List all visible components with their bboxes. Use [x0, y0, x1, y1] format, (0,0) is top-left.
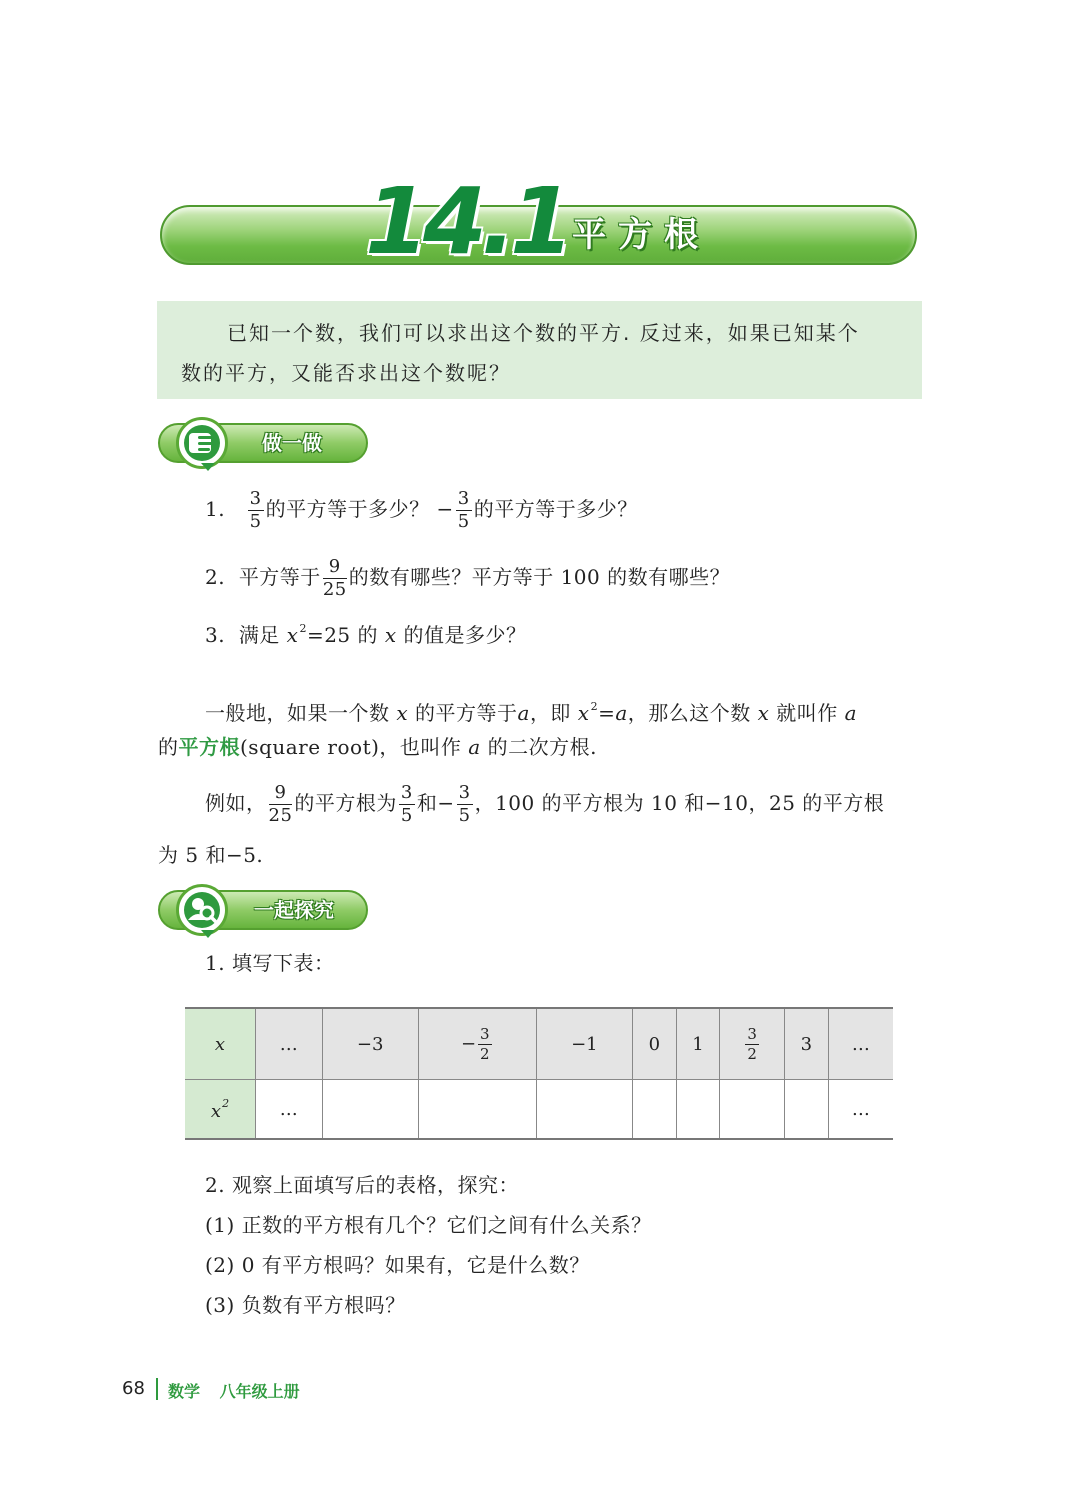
explore-sub-3: (3) 负数有平方根吗？ — [205, 1293, 406, 1317]
table-cell: … — [256, 1008, 323, 1080]
intro-text-line2: 数的平方，又能否求出这个数呢？ — [181, 361, 511, 385]
square-table — [185, 1007, 893, 1140]
intro-box — [157, 301, 922, 399]
table-cell-blank[interactable] — [785, 1080, 829, 1140]
table-instruction: 1. 填写下表： — [205, 951, 335, 975]
question-3: 3. 满足 $x^2=25$ 的 x 的值是多少？ — [205, 622, 527, 647]
table-cell: 1 — [676, 1008, 720, 1080]
table-cell-blank[interactable] — [322, 1080, 418, 1140]
table-cell: − $\frac{3}{2}$ — [418, 1008, 536, 1080]
table-cell: −3 — [322, 1008, 418, 1080]
example-line2: 为 5 和−5. — [158, 843, 264, 867]
fraction: $\frac{3}{5}$ — [249, 488, 262, 532]
pointing-hand-icon — [176, 417, 228, 469]
table-cell-blank[interactable] — [676, 1080, 720, 1140]
question-2: 2. 平方等于 $\frac{9}{25}$ 的数有哪些？平方等于 100 的数有哪些？ — [205, 556, 731, 600]
table-cell: 0 — [633, 1008, 677, 1080]
book-title: 数学 八年级上册 — [168, 1382, 300, 1401]
fraction: $\frac{3}{5}$ — [400, 782, 413, 826]
table-cell: −1 — [536, 1008, 632, 1080]
table-cell: … — [828, 1080, 893, 1140]
row-header-x2: $x^2$ — [185, 1080, 256, 1140]
explore-sub-2: (2) 0 有平方根吗？如果有，它是什么数？ — [205, 1253, 590, 1277]
activity-label: 做一做 — [262, 431, 322, 455]
fraction: $\frac{3}{5}$ — [458, 782, 471, 826]
table-row — [185, 1080, 893, 1140]
key-term: 平方根 — [178, 735, 240, 759]
table-cell: 3 — [785, 1008, 829, 1080]
pill-pointer — [201, 463, 215, 471]
table-cell-blank[interactable] — [536, 1080, 632, 1140]
footer-divider — [156, 1378, 158, 1400]
definition-line1: 一般地，如果一个数 x 的平方等于a，即 $x^2=a$，那么这个数 x 就叫作 a — [205, 700, 858, 725]
question-1: 1. $\frac{3}{5}$ 的平方等于多少？ − $\frac{3}{5}$ 的平方等于多少？ — [205, 488, 638, 532]
section-number: 14.1 — [365, 168, 568, 275]
explore-question: 2. 观察上面填写后的表格，探究： — [205, 1173, 519, 1197]
fraction: $\frac{3}{5}$ — [457, 488, 470, 532]
activity-label: 一起探究 — [254, 898, 334, 922]
table-cell: … — [828, 1008, 893, 1080]
fraction: $\frac{9}{25}$ — [322, 556, 347, 600]
table-cell-blank[interactable] — [720, 1080, 785, 1140]
table-cell-blank[interactable] — [633, 1080, 677, 1140]
table-cell-blank[interactable] — [418, 1080, 536, 1140]
pill-pointer — [201, 930, 215, 938]
row-header-x: x — [185, 1008, 256, 1080]
example-line1: 例如， $\frac{9}{25}$ 的平方根为 $\frac{3}{5}$ 和− $\frac{3}{5}$ ，100 的平方根为 10 和−10，25 的平方根 — [205, 782, 885, 826]
magnifier-person-icon — [176, 884, 228, 936]
section-title: 平方根 — [572, 215, 710, 255]
table-cell: … — [256, 1080, 323, 1140]
explore-sub-1: (1) 正数的平方根有几个？它们之间有什么关系？ — [205, 1213, 652, 1237]
table-cell: $\frac{3}{2}$ — [720, 1008, 785, 1080]
definition-line2: 的平方根(square root)，也叫作 a 的二次方根. — [158, 735, 597, 759]
fraction: $\frac{9}{25}$ — [268, 782, 293, 826]
table-row — [185, 1008, 893, 1080]
page-number: 68 — [122, 1378, 145, 1399]
intro-text-line1: 已知一个数，我们可以求出这个数的平方. 反过来，如果已知某个 — [227, 321, 860, 345]
